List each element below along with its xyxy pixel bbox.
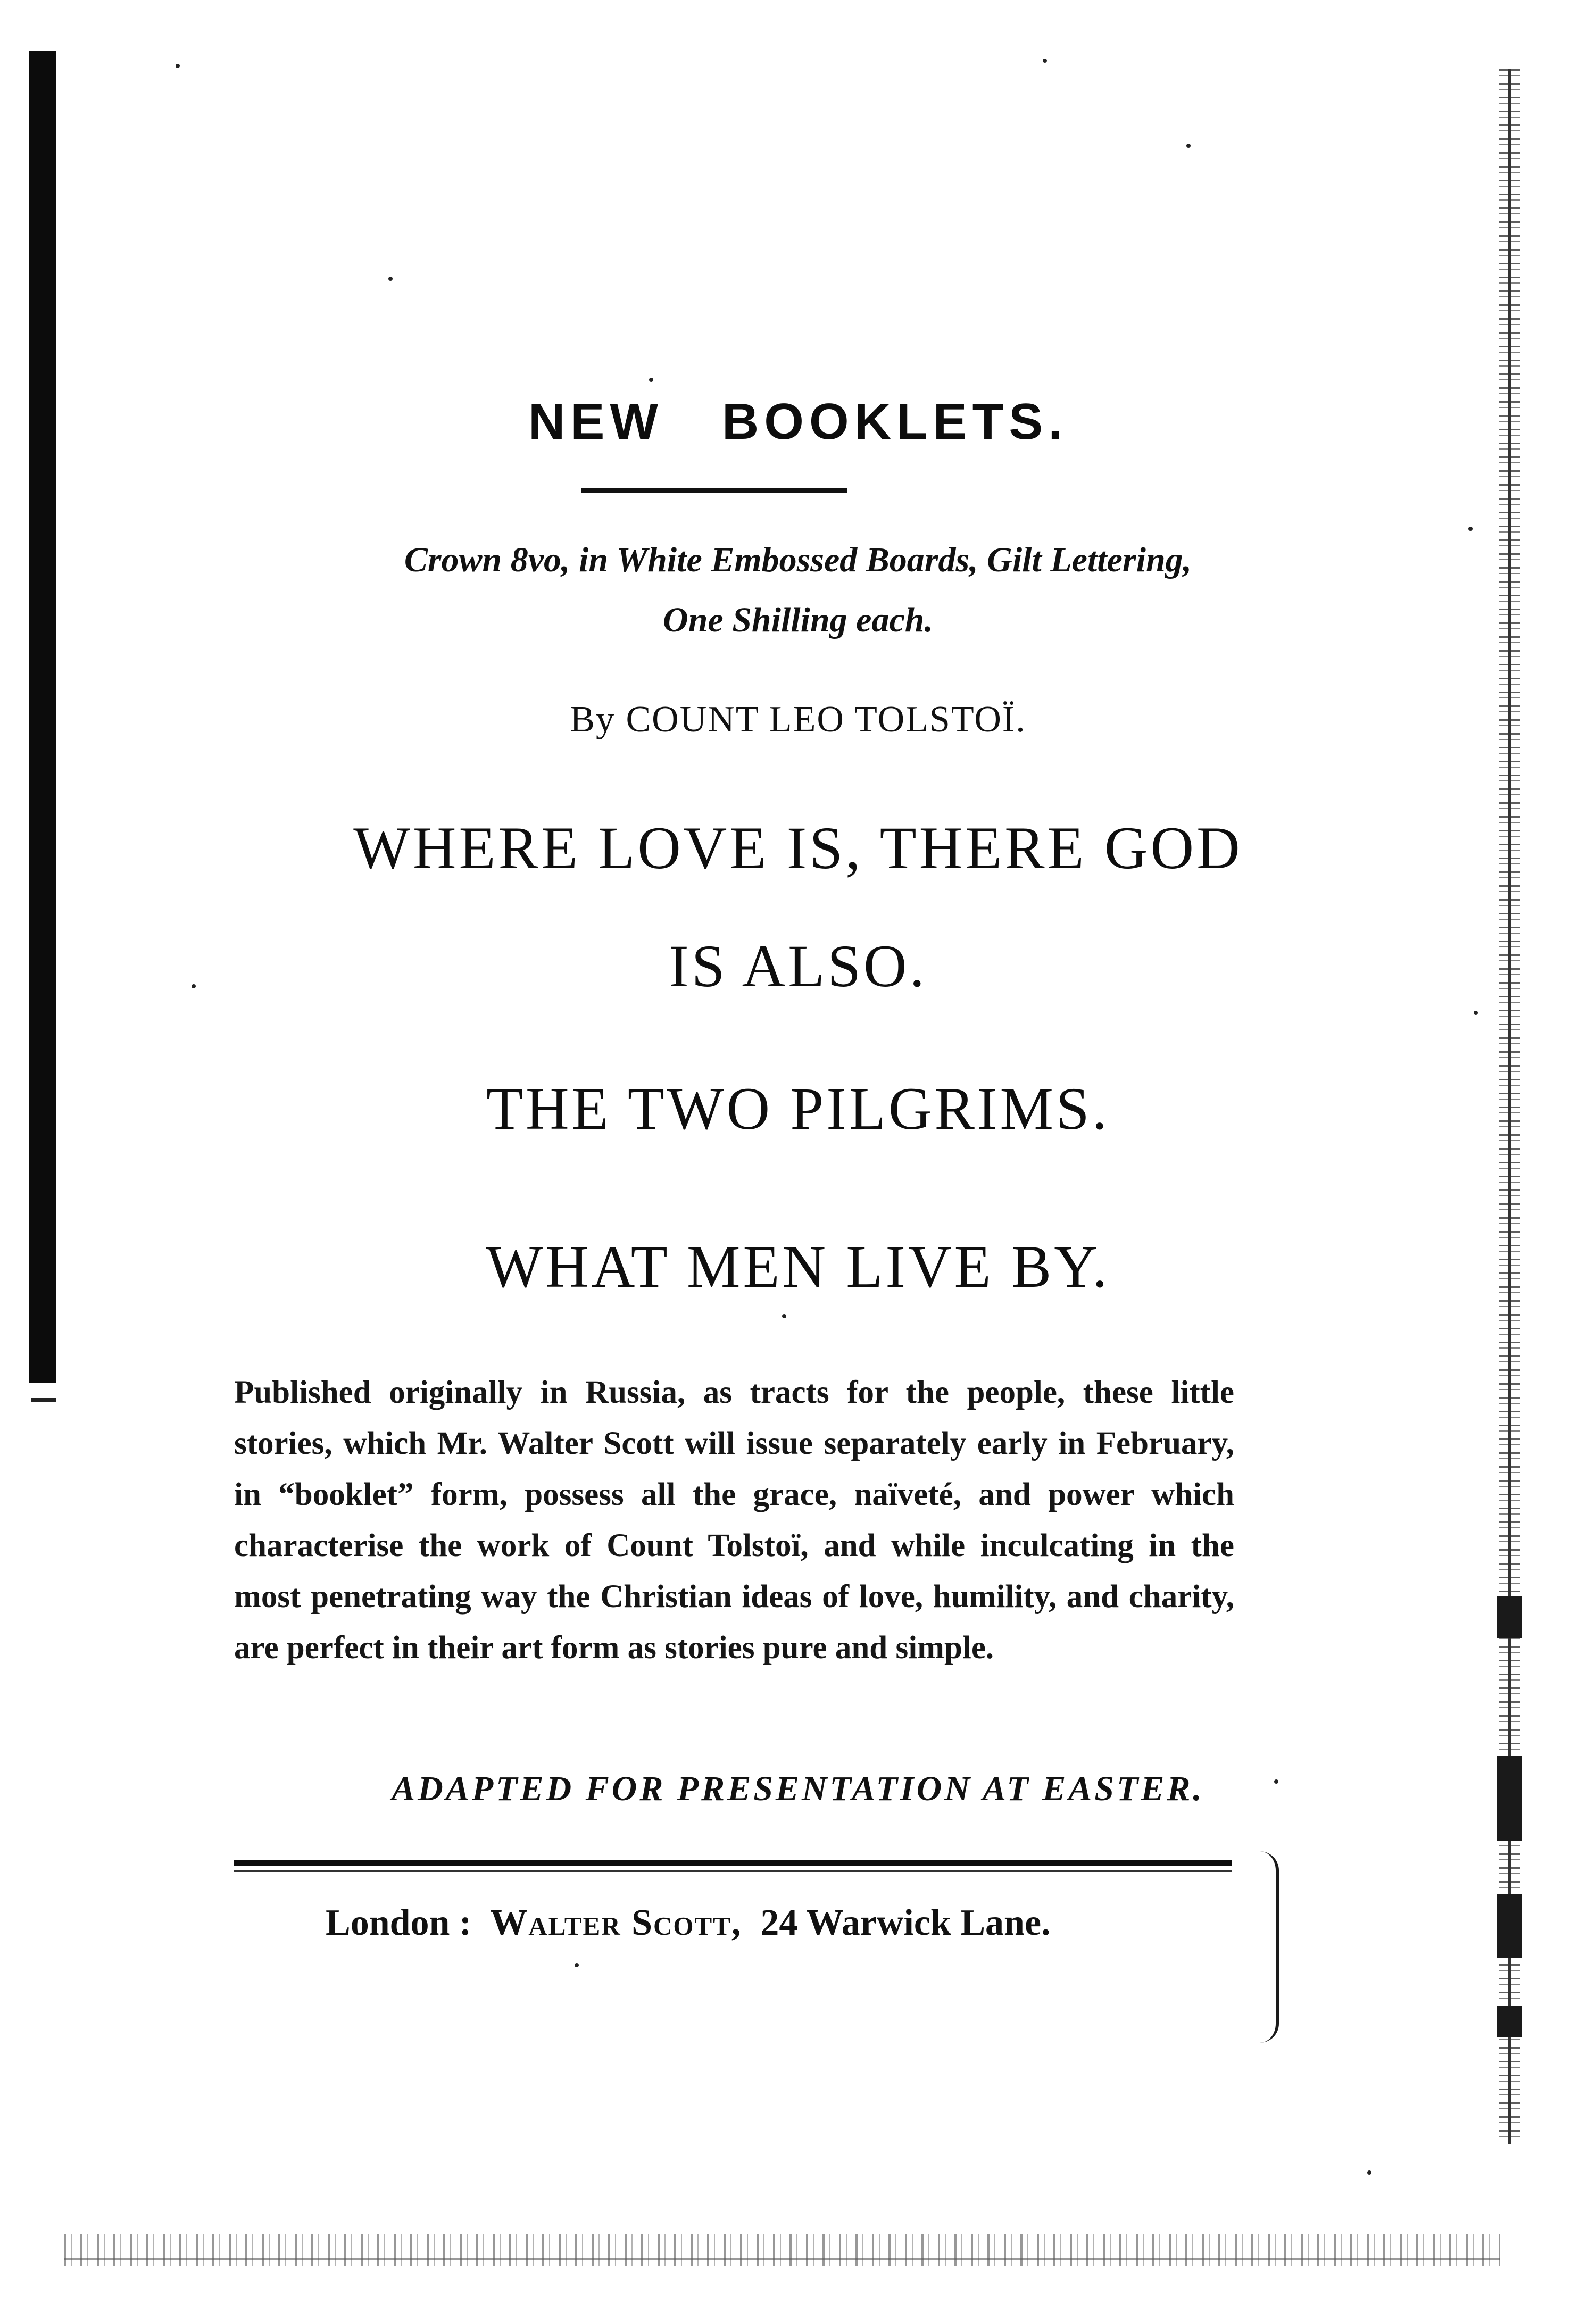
imprint-city: London :	[326, 1902, 472, 1943]
publisher-imprint	[326, 1904, 1051, 1942]
speck	[1186, 144, 1191, 148]
speck	[1367, 2170, 1371, 2175]
right-edge-mark	[1497, 1894, 1522, 1958]
bottom-page-edge-line	[64, 2258, 1500, 2260]
binding-tick	[31, 1398, 56, 1402]
description-paragraph: Published originally in Russia, as tracts for the people, these little stories, which Mr. Walter Scott will issue separately early in February, in “booklet” form, possess all the grace, naïveté, and power which characterise the work of Count Tolstoï, and while inculcating in the most penetrating way the Christian ideas of love, humility, and charity, are perfect in their art form as stories pure and simple.	[234, 1375, 1234, 1666]
speck	[1468, 527, 1473, 531]
speck	[1474, 1011, 1478, 1015]
speck	[782, 1314, 786, 1318]
easter-note: ADAPTED FOR PRESENTATION AT EASTER.	[392, 1769, 1204, 1808]
imprint-rule-thin	[234, 1870, 1232, 1872]
right-edge-mark	[1497, 2006, 1522, 2037]
margin-bracket	[1260, 1851, 1279, 2043]
speck	[1043, 59, 1047, 63]
title-where-love-is-line-2: IS ALSO.	[669, 933, 927, 1000]
author-line: By COUNT LEO TOLSTOÏ.	[570, 699, 1026, 740]
speck	[575, 1963, 579, 1967]
title-what-men-live-by: WHAT MEN LIVE BY.	[486, 1234, 1110, 1300]
imprint-publisher: Walter Scott,	[490, 1902, 742, 1943]
format-line-2: One Shilling each.	[663, 601, 933, 639]
heading-rule	[581, 488, 847, 493]
speck	[176, 64, 180, 68]
imprint-address: 24 Warwick Lane.	[760, 1902, 1051, 1943]
format-line-1: Crown 8vo, in White Embossed Boards, Gilt Lettering,	[404, 540, 1192, 579]
title-two-pilgrims: THE TWO PILGRIMS.	[486, 1076, 1110, 1142]
right-edge-mark	[1497, 1596, 1522, 1638]
heading-word-new: NEW	[528, 393, 663, 450]
title-where-love-is-line-1: WHERE LOVE IS, THERE GOD	[353, 815, 1243, 881]
speck	[649, 378, 653, 382]
imprint-rule	[234, 1860, 1232, 1866]
bottom-page-edge	[64, 2234, 1500, 2266]
speck	[388, 277, 393, 281]
heading-word-booklets: BOOKLETS.	[721, 393, 1068, 450]
page-heading	[0, 393, 1596, 450]
